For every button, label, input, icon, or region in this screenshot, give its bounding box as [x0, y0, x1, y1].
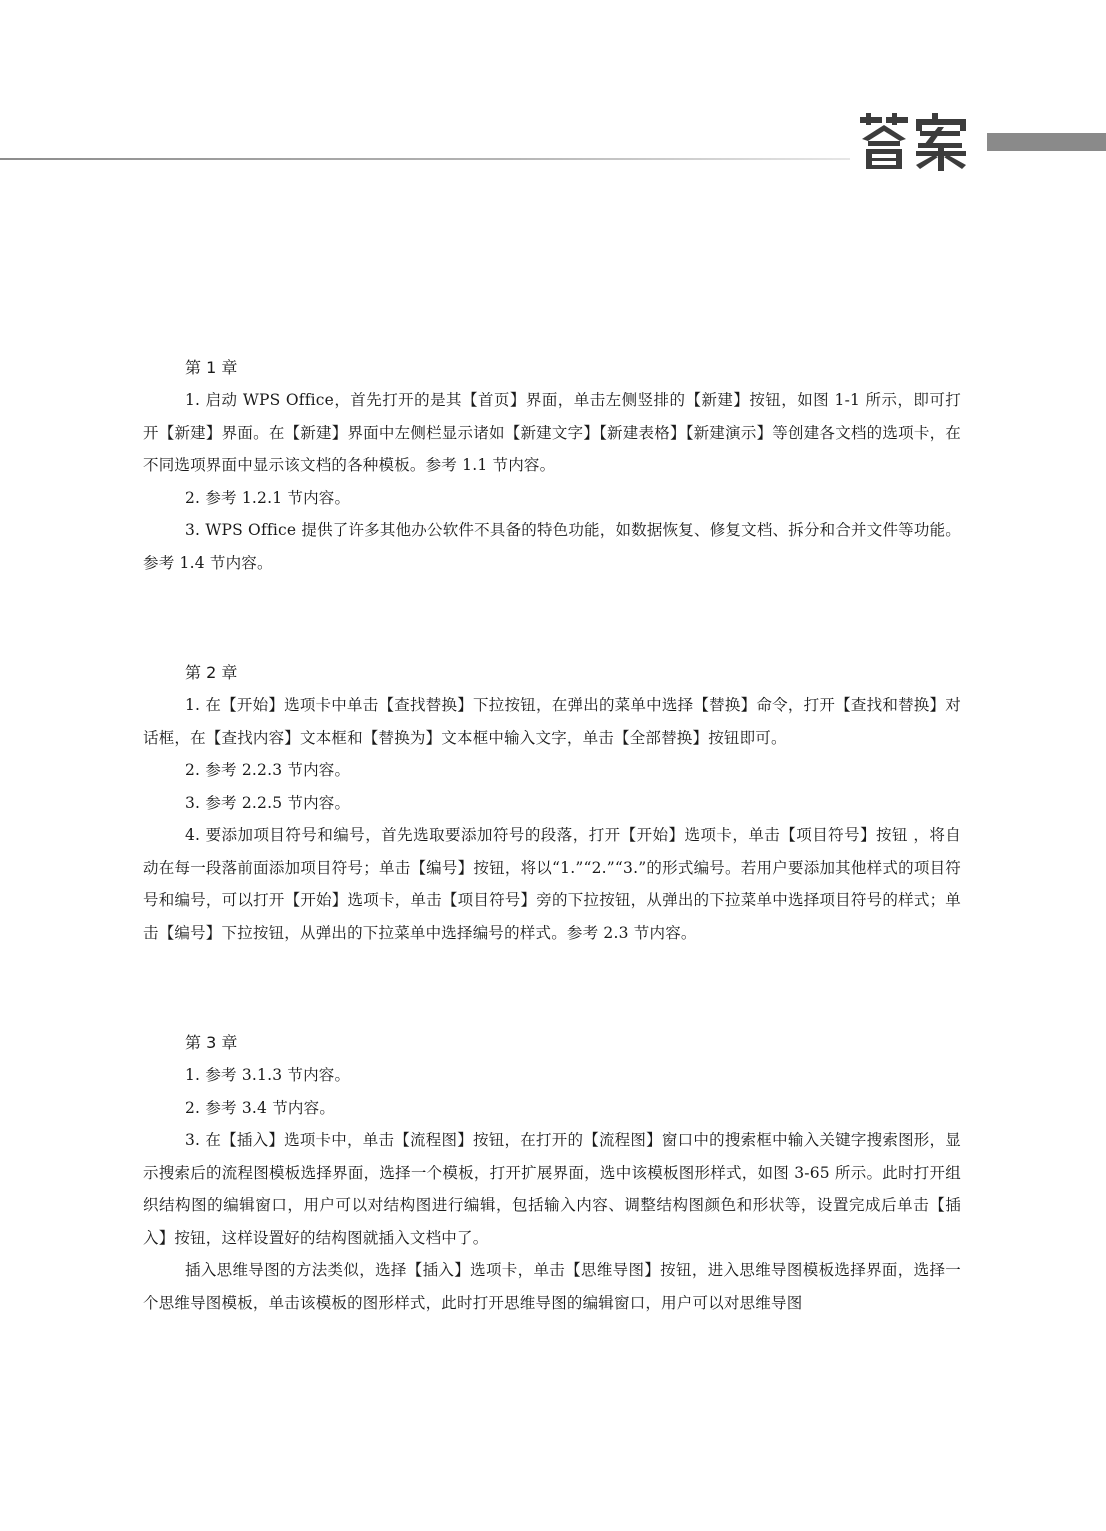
paragraph: 2. 参考 1.2.1 节内容。	[185, 488, 351, 507]
chapter-title: 第 3 章	[185, 1033, 238, 1052]
header-rule	[0, 158, 850, 160]
chapter-3	[143, 1027, 961, 1319]
answer-logo	[858, 113, 970, 171]
chapter-2	[143, 657, 961, 949]
paragraph: 1. 启动 WPS Office，首先打开的是其【首页】界面，单击左侧竖排的【新建】按钮，如图 1-1 所示，即可打开【新建】界面。在【新建】界面中左侧栏显示诸如【新建文字】【新建表格】【新建演示】等创建各文档的选项卡，在不同选项界面中显示该文档的各种模板。参考 1.1 节内容。	[143, 391, 961, 474]
paragraph: 3. WPS Office 提供了许多其他办公软件不具备的特色功能，如数据恢复、修复文档、拆分和合并文件等功能。参考 1.4 节内容。	[143, 521, 961, 572]
document-body	[143, 352, 961, 1397]
paragraph: 2. 参考 3.4 节内容。	[185, 1098, 336, 1117]
chapter-title: 第 2 章	[185, 663, 238, 682]
chapter-1	[143, 352, 961, 579]
paragraph: 3. 参考 2.2.5 节内容。	[185, 793, 351, 812]
paragraph: 4. 要添加项目符号和编号，首先选取要添加符号的段落，打开【开始】选项卡，单击【项目符号】按钮 ，将自动在每一段落前面添加项目符号；单击【编号】按钮，将以“1.”“2.”“3.”的形式编号。若用户要添加其他样式的项目符号和编号，可以打开【开始】选项卡，单击【项目符号】旁的下拉按钮，从弹出的下拉菜单中选择项目符号的样式；单击【编号】下拉按钮，从弹出的下拉菜单中选择编号的样式。参考 2.3 节内容。	[143, 826, 961, 942]
paragraph: 插入思维导图的方法类似，选择【插入】选项卡，单击【思维导图】按钮，进入思维导图模板选择界面，选择一个思维导图模板，单击该模板的图形样式，此时打开思维导图的编辑窗口，用户可以对思维导图	[143, 1261, 961, 1312]
paragraph: 1. 参考 3.1.3 节内容。	[185, 1066, 351, 1084]
paragraph: 1. 在【开始】选项卡中单击【查找替换】下拉按钮，在弹出的菜单中选择【替换】命令，打开【查找和替换】对话框，在【查找内容】文本框和【替换为】文本框中输入文字，单击【全部替换】按钮即可。	[143, 696, 961, 747]
header-bar	[987, 133, 1106, 151]
paragraph: 3. 在【插入】选项卡中，单击【流程图】按钮，在打开的【流程图】窗口中的搜索框中输入关键字搜索图形，显示搜索后的流程图模板选择界面，选择一个模板，打开扩展界面，选中该模板图形样式，如图 3-65 所示。此时打开组织结构图的编辑窗口，用户可以对结构图进行编辑，包括输入内容、调整结构图颜色和形状等，设置完成后单击【插入】按钮，这样设置好的结构图就插入文档中了。	[143, 1131, 961, 1247]
paragraph: 2. 参考 2.2.3 节内容。	[185, 761, 351, 779]
chapter-title: 第 1 章	[185, 358, 238, 377]
